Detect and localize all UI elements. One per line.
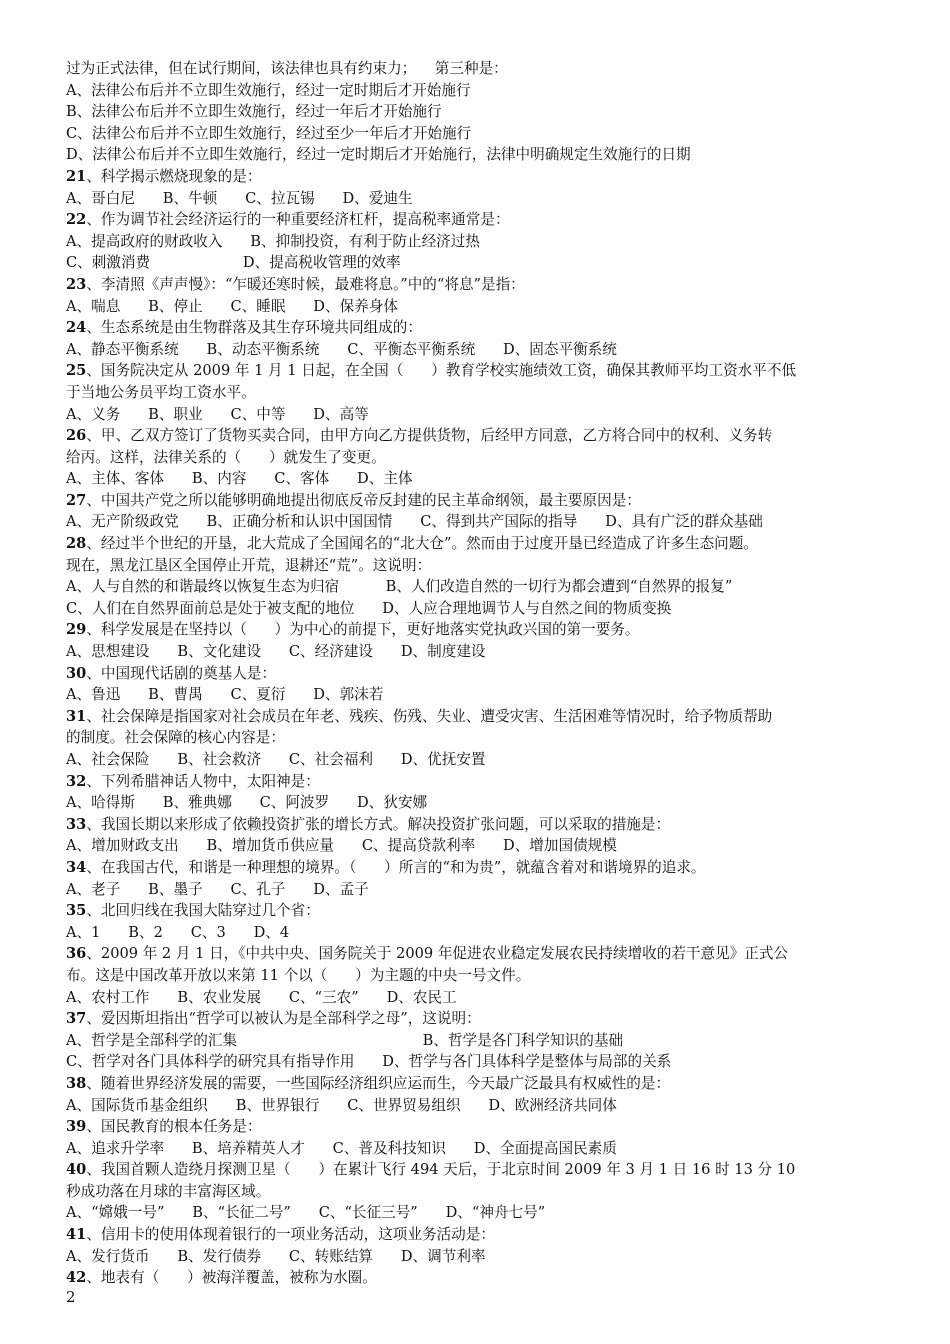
answer-options: A、法律公布后并不立即生效施行，经过一定时期后才开始施行	[66, 81, 471, 99]
question-text: 、科学发展是在坚持以（ ）为中心的前提下，更好地落实党执政兴国的第一要务。	[86, 621, 640, 639]
question-text: 、经过半个世纪的开垦，北大荒成了全国闻名的“北大仓”。然而由于过度开垦已经造成了许多生态问题。	[86, 535, 758, 553]
text-line: 秒成功落在月球的丰富海区域。	[66, 1182, 271, 1200]
answer-options: C、法律公布后并不立即生效施行，经过至少一年后才开始施行	[66, 124, 472, 142]
question-text: 、科学揭示燃烧现象的是：	[86, 167, 262, 185]
text-line: 于当地公务员平均工资水平。	[66, 383, 256, 401]
question-number: 37	[66, 1010, 87, 1028]
question-33	[66, 814, 886, 836]
question-text: 、国民教育的根本任务是：	[86, 1118, 262, 1136]
question-text: 、中国共产党之所以能够明确地提出彻底反帝反封建的民主革命纲领，最主要原因是：	[86, 491, 641, 509]
question-number: 35	[66, 902, 87, 920]
question-30	[66, 663, 886, 685]
answer-options: D、法律公布后并不立即生效施行，经过一定时期后才开始施行，法律中明确规定生效施行的日期	[66, 146, 691, 164]
question-36	[66, 943, 886, 965]
question-38	[66, 1073, 886, 1095]
answer-options: A、追求升学率 B、培养精英人才 C、普及科技知识 D、全面提高国民素质	[66, 1139, 617, 1157]
answer-options: C、刺激消费 D、提高税收管理的效率	[66, 254, 401, 272]
document-body	[66, 58, 886, 1289]
question-text: 、我国长期以来形成了依赖投资扩张的增长方式。解决投资扩张问题，可以采取的措施是：	[86, 815, 671, 833]
answer-options: A、静态平衡系统 B、动态平衡系统 C、平衡态平衡系统 D、固态平衡系统	[66, 340, 617, 358]
answer-options: A、无产阶级政党 B、正确分析和认识中国国情 C、得到共产国际的指导 D、具有广泛的群众基础	[66, 513, 763, 531]
answer-options: A、哥白尼 B、牛顿 C、拉瓦锡 D、爱迪生	[66, 189, 413, 207]
question-text: 、中国现代话剧的奠基人是：	[86, 664, 277, 682]
answer-options: A、主体、客体 B、内容 C、客体 D、主体	[66, 470, 413, 488]
question-number: 31	[66, 707, 87, 725]
text-line: 的制度。社会保障的核心内容是：	[66, 729, 285, 747]
answer-options: A、思想建设 B、文化建设 C、经济建设 D、制度建设	[66, 643, 486, 661]
question-26	[66, 425, 886, 447]
question-21	[66, 166, 886, 188]
question-number: 32	[66, 772, 87, 790]
answer-options: A、农村工作 B、农业发展 C、“三农” D、农民工	[66, 988, 457, 1006]
question-text: 、随着世界经济发展的需要，一些国际经济组织应运而生，今天最广泛最具有权威性的是：	[86, 1074, 671, 1092]
answer-options: C、人们在自然界面前总是处于被支配的地位 D、人应合理地调节人与自然之间的物质变换	[66, 599, 672, 617]
text-line: 布。这是中国改革开放以来第 11 个以（ ）为主题的中央一号文件。	[66, 966, 531, 984]
question-34	[66, 857, 886, 879]
question-number: 29	[66, 621, 87, 639]
question-number: 24	[66, 319, 87, 337]
answer-options: A、1 B、2 C、3 D、4	[66, 923, 290, 941]
question-40	[66, 1159, 886, 1181]
question-29	[66, 619, 886, 641]
answer-options: A、鲁迅 B、曹禺 C、夏衍 D、郭沫若	[66, 686, 384, 704]
question-42	[66, 1267, 886, 1289]
question-number: 38	[66, 1074, 87, 1092]
answer-options: C、哲学对各门具体科学的研究具有指导作用 D、哲学与各门具体科学是整体与局部的关系	[66, 1053, 672, 1071]
question-27	[66, 490, 886, 512]
question-31	[66, 706, 886, 728]
answer-options: A、“嫦娥一号” B、“长征二号” C、“长征三号” D、“神舟七号”	[66, 1204, 546, 1222]
question-number: 36	[66, 945, 87, 963]
answer-options: A、增加财政支出 B、增加货币供应量 C、提高贷款利率 D、增加国债规模	[66, 837, 617, 855]
question-23	[66, 274, 886, 296]
question-text: 、北回归线在我国大陆穿过几个省：	[86, 902, 320, 920]
answer-options: A、老子 B、墨子 C、孔子 D、孟子	[66, 880, 369, 898]
question-number: 23	[66, 275, 87, 293]
question-22	[66, 209, 886, 231]
question-text: 、下列希腊神话人物中，太阳神是：	[86, 772, 320, 790]
question-25	[66, 360, 886, 382]
question-32	[66, 771, 886, 793]
answer-options: A、哈得斯 B、雅典娜 C、阿波罗 D、狄安娜	[66, 794, 428, 812]
question-text: 、社会保障是指国家对社会成员在年老、残疾、伤残、失业、遭受灾害、生活困难等情况时，给予物质帮助	[86, 707, 773, 725]
answer-options: A、人与自然的和谐最终以恢复生态为归宿 B、人们改造自然的一切行为都会遭到“自然界的报复”	[66, 578, 733, 596]
question-number: 21	[66, 167, 87, 185]
text-line: 过为正式法律，但在试行期间，该法律也具有约束力； 第三种是：	[66, 60, 508, 77]
text-line: 现在，黑龙江垦区全国停止开荒，退耕还“荒”。这说明：	[66, 556, 432, 574]
page-number: 2	[66, 1288, 76, 1306]
question-number: 26	[66, 427, 87, 445]
question-24	[66, 317, 886, 339]
question-text: 、信用卡的使用体现着银行的一项业务活动，这项业务活动是：	[86, 1226, 495, 1244]
question-number: 34	[66, 858, 87, 876]
answer-options: A、社会保险 B、社会救济 C、社会福利 D、优抚安置	[66, 751, 486, 768]
question-text: 、在我国古代，和谐是一种理想的境界。（ ）所言的“和为贵”，就蕴含着对和谐境界的追求。	[86, 858, 706, 876]
question-number: 33	[66, 815, 87, 833]
question-text: 、李清照《声声慢》：“乍暖还寒时候，最难将息。”中的“将息”是指：	[86, 275, 525, 293]
question-number: 27	[66, 491, 87, 509]
question-number: 30	[66, 664, 87, 682]
question-number: 42	[66, 1269, 87, 1287]
question-number: 22	[66, 211, 87, 229]
answer-options: A、国际货币基金组织 B、世界银行 C、世界贸易组织 D、欧洲经济共同体	[66, 1096, 617, 1114]
question-number: 25	[66, 362, 87, 380]
answer-options: B、法律公布后并不立即生效施行，经过一年后才开始施行	[66, 103, 442, 121]
question-text: 、国务院决定从 2009 年 1 月 1 日起，在全国（ ）教育学校实施绩效工资，确保其教师平均工资水平不低	[86, 362, 797, 380]
question-28	[66, 533, 886, 555]
answer-options: A、喘息 B、停止 C、睡眠 D、保养身体	[66, 297, 398, 315]
question-37	[66, 1008, 886, 1030]
question-39	[66, 1116, 886, 1138]
question-text: 、2009 年 2 月 1 日，《中共中央、国务院关于 2009 年促进农业稳定发展农民持续增收的若干意见》正式公	[86, 945, 789, 963]
question-text: 、生态系统是由生物群落及其生存环境共同组成的：	[86, 319, 422, 337]
answer-options: A、发行货币 B、发行债券 C、转账结算 D、调节利率	[66, 1247, 486, 1265]
answer-options: A、义务 B、职业 C、中等 D、高等	[66, 405, 369, 423]
question-text: 、爱因斯坦指出“哲学可以被认为是全部科学之母”，这说明：	[86, 1010, 481, 1028]
question-35	[66, 900, 886, 922]
question-number: 41	[66, 1226, 87, 1244]
question-number: 40	[66, 1161, 87, 1179]
text-line: 给丙。这样，法律关系的（ ）就发生了变更。	[66, 448, 386, 466]
answer-options: A、哲学是全部科学的汇集 B、哲学是各门科学知识的基础	[66, 1031, 624, 1049]
answer-options: A、提高政府的财政收入 B、抑制投资，有利于防止经济过热	[66, 232, 480, 250]
question-number: 28	[66, 535, 87, 553]
question-text: 、作为调节社会经济运行的一种重要经济杠杆，提高税率通常是：	[86, 211, 510, 229]
question-number: 39	[66, 1118, 87, 1136]
question-text: 、地表有（ ）被海洋覆盖，被称为水圈。	[86, 1269, 377, 1287]
question-text: 、我国首颗人造绕月探测卫星（ ）在累计飞行 494 天后，于北京时间 2009 年 3 月 1 日 16 时 13 分 10	[86, 1161, 796, 1179]
question-41	[66, 1224, 886, 1246]
question-text: 、甲、乙双方签订了货物买卖合同，由甲方向乙方提供货物，后经甲方同意，乙方将合同中的权利、义务转	[86, 427, 773, 445]
